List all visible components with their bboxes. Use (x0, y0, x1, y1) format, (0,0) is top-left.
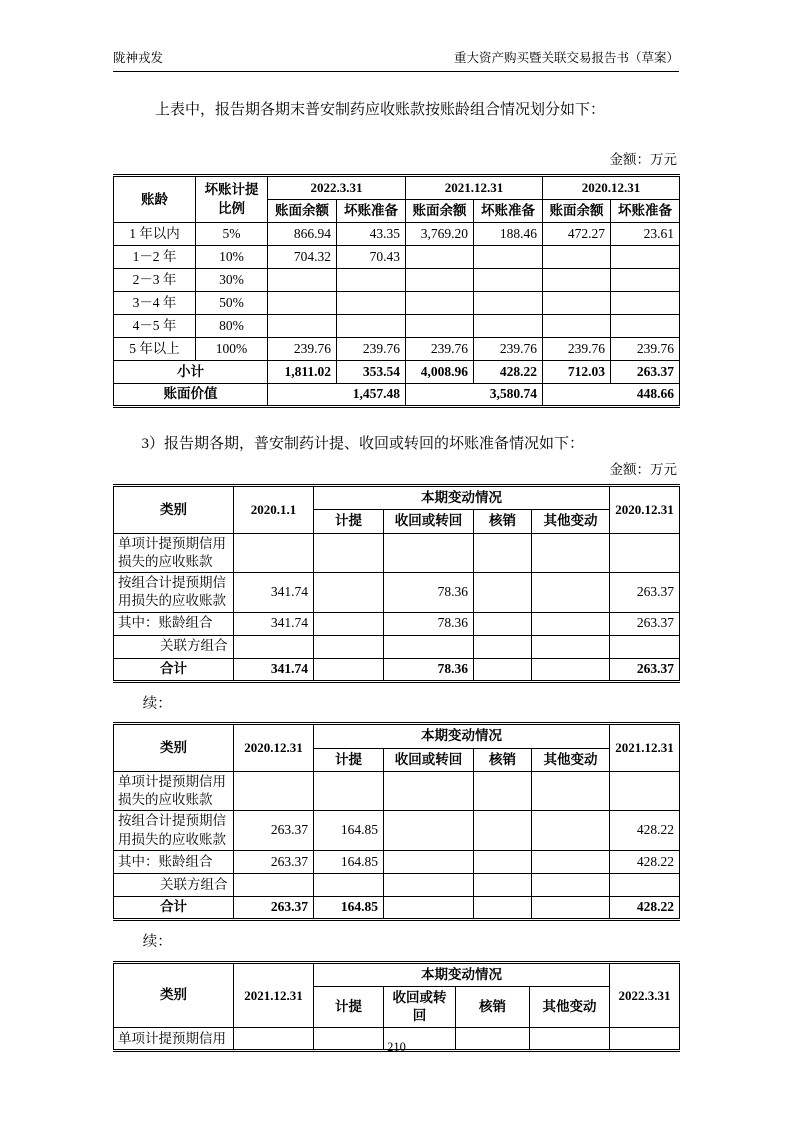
section-3-title: 3）报告期各期，普安制药计提、收回或转回的坏账准备情况如下： (141, 436, 585, 453)
value-cell (474, 292, 543, 315)
category-cell: 其中：账龄组合 (114, 612, 234, 635)
value-cell: 239.76 (268, 338, 337, 361)
begin-period-header: 2021.12.31 (234, 962, 314, 1028)
value-cell (532, 850, 610, 873)
provision-ratio-header: 坏账计提比例 (196, 176, 268, 223)
value-cell: 78.36 (384, 658, 474, 681)
value-cell: 78.36 (384, 573, 474, 612)
value-cell (384, 635, 474, 658)
value-cell (384, 896, 474, 919)
table-row (114, 246, 680, 269)
page-number: 210 (387, 1040, 406, 1054)
bookvalue-row (114, 384, 680, 407)
value-cell: 239.76 (337, 338, 406, 361)
value-cell (314, 873, 384, 896)
value-cell (610, 635, 680, 658)
category-cell: 关联方组合 (114, 873, 234, 896)
value-cell (543, 246, 611, 269)
table-row (114, 315, 680, 338)
ratio-cell: 50% (196, 292, 268, 315)
category-cell: 按组合计提预期信用损失的应收账款 (114, 573, 234, 612)
value-cell: 78.36 (384, 612, 474, 635)
value-cell (474, 635, 532, 658)
recovery-header: 收回或转回 (384, 510, 474, 533)
table-row (114, 771, 680, 810)
writeoff-header: 核销 (456, 986, 530, 1027)
value-cell (234, 873, 314, 896)
value-cell: 712.03 (543, 361, 611, 384)
ratio-cell: 10% (196, 246, 268, 269)
aging-provision-table (113, 174, 680, 408)
value-cell (532, 771, 610, 810)
continuation-label: 续： (142, 695, 172, 712)
balance-header: 账面余额 (406, 199, 474, 222)
header-company-name: 陇神戎发 (113, 51, 164, 65)
value-cell (384, 850, 474, 873)
category-header: 类别 (114, 724, 234, 771)
amount-unit-label: 金额：万元 (609, 152, 677, 168)
provision-change-table-2022q1 (113, 961, 680, 1053)
value-cell (532, 873, 610, 896)
recovery-header: 收回或转回 (384, 986, 456, 1027)
table-header-row (114, 486, 680, 510)
value-cell (474, 658, 532, 681)
ratio-cell: 5% (196, 223, 268, 246)
value-cell: 263.37 (234, 850, 314, 873)
value-cell: 1,811.02 (268, 361, 337, 384)
value-cell (610, 873, 680, 896)
value-cell (337, 315, 406, 338)
value-cell (234, 533, 314, 572)
value-cell (543, 292, 611, 315)
value-cell: 1,457.48 (268, 384, 406, 407)
continuation-label: 续： (142, 933, 172, 950)
value-cell: 239.76 (543, 338, 611, 361)
value-cell: 263.37 (611, 361, 680, 384)
value-cell: 164.85 (314, 850, 384, 873)
bookvalue-label-cell: 账面价值 (114, 384, 268, 407)
value-cell: 239.76 (474, 338, 543, 361)
value-cell (474, 533, 532, 572)
page-header (113, 48, 679, 72)
value-cell: 341.74 (234, 612, 314, 635)
total-label-cell: 合计 (114, 658, 234, 681)
value-cell (474, 612, 532, 635)
value-cell (611, 246, 680, 269)
writeoff-header: 核销 (474, 510, 532, 533)
end-period-header: 2022.3.31 (610, 962, 680, 1028)
value-cell: 4,008.96 (406, 361, 474, 384)
other-change-header: 其他变动 (532, 748, 610, 771)
ratio-cell: 80% (196, 315, 268, 338)
value-cell: 341.74 (234, 573, 314, 612)
change-header: 本期变动情况 (314, 962, 610, 986)
value-cell (314, 573, 384, 612)
aging-label-cell: 4－5 年 (114, 315, 196, 338)
table-row (114, 338, 680, 361)
value-cell (611, 269, 680, 292)
table-row (114, 850, 680, 873)
table-row (114, 292, 680, 315)
category-cell: 其中：账龄组合 (114, 850, 234, 873)
subtotal-label-cell: 小计 (114, 361, 268, 384)
balance-header: 账面余额 (268, 199, 337, 222)
value-cell: 448.66 (543, 384, 680, 407)
value-cell: 341.74 (234, 658, 314, 681)
value-cell (234, 771, 314, 810)
value-cell: 866.94 (268, 223, 337, 246)
value-cell (474, 850, 532, 873)
value-cell (314, 635, 384, 658)
value-cell: 472.27 (543, 223, 611, 246)
value-cell: 3,769.20 (406, 223, 474, 246)
aging-label-cell: 3－4 年 (114, 292, 196, 315)
balance-header: 账面余额 (543, 199, 611, 222)
value-cell (532, 811, 610, 850)
table-row (114, 612, 680, 635)
accrual-header: 计提 (314, 510, 384, 533)
intro-paragraph: 上表中，报告期各期末普安制药应收账款按账龄组合情况划分如下： (155, 102, 606, 118)
value-cell (337, 292, 406, 315)
table-row (114, 811, 680, 850)
value-cell (384, 533, 474, 572)
provision-change-table-2020 (113, 484, 680, 682)
value-cell (474, 873, 532, 896)
category-cell: 单项计提预期信用 (114, 1028, 234, 1051)
value-cell: 263.37 (234, 811, 314, 850)
ratio-cell: 100% (196, 338, 268, 361)
value-cell: 704.32 (268, 246, 337, 269)
category-cell: 关联方组合 (114, 635, 234, 658)
other-change-header: 其他变动 (532, 510, 610, 533)
provision-change-table-2021 (113, 722, 680, 920)
value-cell (314, 771, 384, 810)
value-cell (384, 771, 474, 810)
change-header: 本期变动情况 (314, 724, 610, 748)
value-cell (406, 269, 474, 292)
value-cell (543, 315, 611, 338)
period-header: 2022.3.31 (268, 176, 406, 200)
recovery-header: 收回或转回 (384, 748, 474, 771)
value-cell: 263.37 (610, 658, 680, 681)
value-cell (384, 873, 474, 896)
value-cell: 428.22 (474, 361, 543, 384)
value-cell (611, 315, 680, 338)
aging-label-cell: 1 年以内 (114, 223, 196, 246)
table-header-row (114, 724, 680, 748)
value-cell (337, 269, 406, 292)
ratio-cell: 30% (196, 269, 268, 292)
value-cell: 263.37 (234, 896, 314, 919)
table-row (114, 635, 680, 658)
total-label-cell: 合计 (114, 896, 234, 919)
value-cell: 263.37 (610, 573, 680, 612)
value-cell: 23.61 (611, 223, 680, 246)
writeoff-header: 核销 (474, 748, 532, 771)
value-cell: 428.22 (610, 896, 680, 919)
value-cell: 239.76 (611, 338, 680, 361)
table-row (114, 269, 680, 292)
value-cell (268, 269, 337, 292)
aging-label-cell: 2－3 年 (114, 269, 196, 292)
other-change-header: 其他变动 (530, 986, 610, 1027)
value-cell (611, 292, 680, 315)
subtotal-row (114, 361, 680, 384)
aging-label-cell: 1－2 年 (114, 246, 196, 269)
provision-header: 坏账准备 (474, 199, 543, 222)
value-cell: 188.46 (474, 223, 543, 246)
value-cell (532, 896, 610, 919)
value-cell: 428.22 (610, 850, 680, 873)
amount-unit-label: 金额：万元 (609, 462, 677, 478)
value-cell (406, 292, 474, 315)
table-row (114, 223, 680, 246)
begin-period-header: 2020.1.1 (234, 486, 314, 533)
value-cell: 239.76 (406, 338, 474, 361)
category-cell: 按组合计提预期信用损失的应收账款 (114, 811, 234, 850)
value-cell (532, 612, 610, 635)
period-header: 2021.12.31 (406, 176, 543, 200)
value-cell: 353.54 (337, 361, 406, 384)
value-cell: 428.22 (610, 811, 680, 850)
total-row (114, 658, 680, 681)
value-cell (314, 612, 384, 635)
category-header: 类别 (114, 486, 234, 533)
value-cell (610, 533, 680, 572)
table-header-row (114, 176, 680, 200)
header-report-title: 重大资产购买暨关联交易报告书（草案） (453, 51, 679, 65)
table-row (114, 533, 680, 572)
begin-period-header: 2020.12.31 (234, 724, 314, 771)
value-cell (406, 315, 474, 338)
value-cell (474, 896, 532, 919)
change-header: 本期变动情况 (314, 486, 610, 510)
value-cell (474, 811, 532, 850)
value-cell: 164.85 (314, 896, 384, 919)
value-cell (532, 573, 610, 612)
total-row (114, 896, 680, 919)
aging-label-cell: 5 年以上 (114, 338, 196, 361)
value-cell (314, 533, 384, 572)
value-cell: 3,580.74 (406, 384, 543, 407)
value-cell (314, 658, 384, 681)
value-cell (474, 246, 543, 269)
value-cell (532, 658, 610, 681)
value-cell (384, 811, 474, 850)
value-cell (610, 771, 680, 810)
value-cell (532, 635, 610, 658)
value-cell: 164.85 (314, 811, 384, 850)
category-cell: 单项计提预期信用损失的应收账款 (114, 771, 234, 810)
category-cell: 单项计提预期信用损失的应收账款 (114, 533, 234, 572)
value-cell (474, 771, 532, 810)
value-cell (474, 315, 543, 338)
table-header-row (114, 962, 680, 986)
value-cell (268, 292, 337, 315)
value-cell (474, 269, 543, 292)
value-cell (474, 573, 532, 612)
table-row (114, 573, 680, 612)
value-cell (268, 315, 337, 338)
accrual-header: 计提 (314, 986, 384, 1027)
accrual-header: 计提 (314, 748, 384, 771)
value-cell: 43.35 (337, 223, 406, 246)
value-cell (543, 269, 611, 292)
period-header: 2020.12.31 (543, 176, 680, 200)
aging-header: 账龄 (114, 176, 196, 223)
category-header: 类别 (114, 962, 234, 1028)
table-row (114, 873, 680, 896)
end-period-header: 2020.12.31 (610, 486, 680, 533)
value-cell (234, 635, 314, 658)
provision-header: 坏账准备 (611, 199, 680, 222)
value-cell (532, 533, 610, 572)
provision-header: 坏账准备 (337, 199, 406, 222)
end-period-header: 2021.12.31 (610, 724, 680, 771)
value-cell (406, 246, 474, 269)
value-cell: 263.37 (610, 612, 680, 635)
value-cell: 70.43 (337, 246, 406, 269)
